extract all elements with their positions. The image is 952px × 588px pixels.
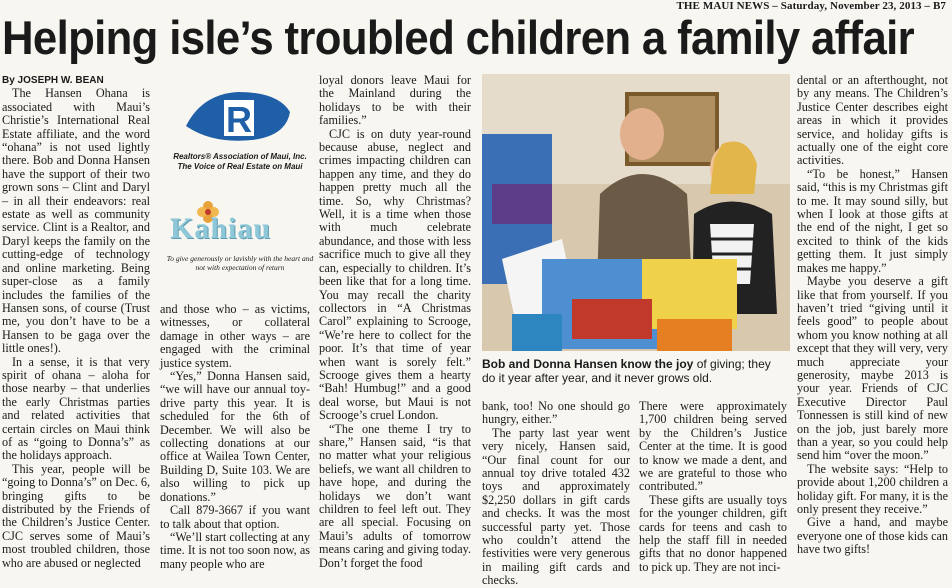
realtor-logo-icon [182, 86, 294, 146]
headline: Helping isle’s troubled children a family affair [2, 11, 914, 64]
paragraph: CJC is on duty year-round because abuse, neglect and crimes impacting children can happen any time, and they do happen pretty much all the time. So, why Christmas? Well, it is a time when those with much celebrate abundance, and those with less sacrifice much to give all they can, especially to children. It’s been like that for a long time. You may recall the charity collectors in “A Christmas Carol” explaining to Scrooge, “We’re here to collect for the poor. It’s that time of year when want is sorely felt.” Scrooge gives them a hearty “Bah! Humbug!” and a good deal worse, but Maui is not Scrooge’s cruel London. [319, 126, 471, 423]
caption-rest: of giving; they do it year after year, and it never grows old. [482, 357, 771, 385]
paragraph: There were approximately 1,700 children being served by the Children’s Justice Center at the time. It is good to know we made a dent, and we are grateful to those who contributed.” [639, 399, 787, 494]
ad-org-name: Realtors® Association of Maui, Inc. [173, 152, 307, 161]
caption-bold: Bob and Donna Hansen know the joy [482, 357, 694, 371]
paragraph: and those who – as victims, witnesses, or collateral damage in other ways – are engaged with the criminal justice system. [160, 302, 310, 370]
ad-organization [166, 152, 314, 172]
paragraph: The website says: “Help to provide about 1,200 children a holiday gift. For many, it is the only present they receive.” [797, 461, 948, 516]
ad-org-tagline: The Voice of Real Estate on Maui [177, 162, 303, 171]
paragraph: bank, too! No one should go hungry, either.” [482, 399, 630, 427]
paragraph: Call 879-3667 if you want to talk about that option. [160, 503, 310, 531]
paragraph: Maybe you deserve a gift like that from yourself. If you haven’t tried “giving until it feels good” to people about whom you know nothing at all except that they will very, very much appreciate your generosity, maybe 2013 is your year. Friends of CJC Executive Director Paul Tonnessen is still kind of new on the job, just barely more than a year, so you could help send him “over the moon.” [797, 274, 948, 463]
paragraph: “Yes,” Donna Hansen said, “we will have our annual toy-drive party this year. It is scheduled for the 6th of December. We will also be collecting donations at our office at Wailea Town Center, Building D, Suite 103. We are also willing to pick up donations.” [160, 369, 310, 504]
byline: By JOSEPH W. BEAN [2, 75, 104, 86]
article-column-4 [482, 399, 630, 588]
paragraph: dental or an afterthought, not by any means. The Children’s Justice Center describes eight areas in which it provides service, and holiday gifts is actually one of the eight core activities. [797, 73, 948, 168]
article-column-3 [319, 74, 471, 580]
paragraph: This year, people will be “going to Donna’s” on Dec. 6, bringing gifts to be distributed by the Friends of the Children’s Justice Center. CJC serves some of Maui’s most troubled children, those who are abused or neglected [2, 461, 150, 570]
article-column-5 [639, 400, 787, 580]
article-column-1 [2, 74, 150, 580]
couple-with-toys-photo [482, 74, 790, 351]
article-column-2 [160, 303, 310, 580]
paragraph: In a sense, it is that very spirit of ohana – aloha for those nearby – that underlies the early Christmas parties and related activities that certain circles on Maui think of as “going to Donna’s” as the holidays approach. [2, 354, 150, 463]
paragraph: These gifts are usually toys for the younger children, gift cards for teens and cash to help the staff fill in needed gifts that no donor happened to pick up. They are not inci- [639, 492, 787, 574]
svg-text:R: R [226, 99, 252, 140]
paragraph: The Hansen Ohana is associated with Maui’s Christie’s International Real Estate affiliate, and the word “ohana” is not used lightly there. Bob and Donna Hansen have the support of their two grown sons – Clint and Daryl – in all their endeavors: real estate as well as community service. Clint is a Realtor, and Daryl keeps the family on the cutting-edge of technology and online marketing. Being super-close as a family includes the families of the Hansen sons, of course (Trust me, you don’t have to be a Hansen to be gaga over the little ones!). [2, 86, 150, 356]
paragraph: “We’ll start collecting at any time. It is not too soon now, as many people who are [160, 529, 310, 571]
article-column-6 [797, 74, 948, 580]
paragraph: Give a hand, and maybe everyone one of those kids can have two gifts! [797, 515, 948, 557]
masthead: THE MAUI NEWS – Saturday, November 23, 2013 – B7 [676, 0, 946, 12]
paragraph: loyal donors leave Maui for the Mainland during the holidays to be with their families.” [319, 73, 471, 128]
paragraph: The party last year went very nicely, Hansen said, “Our final count for our annual toy drive totaled 432 toys and approximately $2,250 dollars in gift cards and checks. It was the most successful party yet. Those who couldn’t attend the festivities were very generous in mailing gift cards and checks. [482, 425, 630, 588]
ad-brand: Kahiau [170, 212, 272, 245]
photo-caption [482, 357, 787, 385]
ad-brand-tagline: To give generously or lavishly with the heart and not with expectation of return [166, 254, 314, 272]
paragraph: “To be honest,” Hansen said, “this is my Christmas gift to me. It may sound silly, but when I look at those gifts at the end of the night, I get so excited to think of the kids getting them. It just simply makes me happy.” [797, 166, 948, 275]
paragraph: “The one theme I try to share,” Hansen said, “is that no matter what your religious beliefs, we want all children to have hope, and during the holidays we don’t want children to feel left out. They are all special. Focusing on Maui’s adults of tomorrow means caring and giving today. Don’t forget the food [319, 421, 471, 570]
